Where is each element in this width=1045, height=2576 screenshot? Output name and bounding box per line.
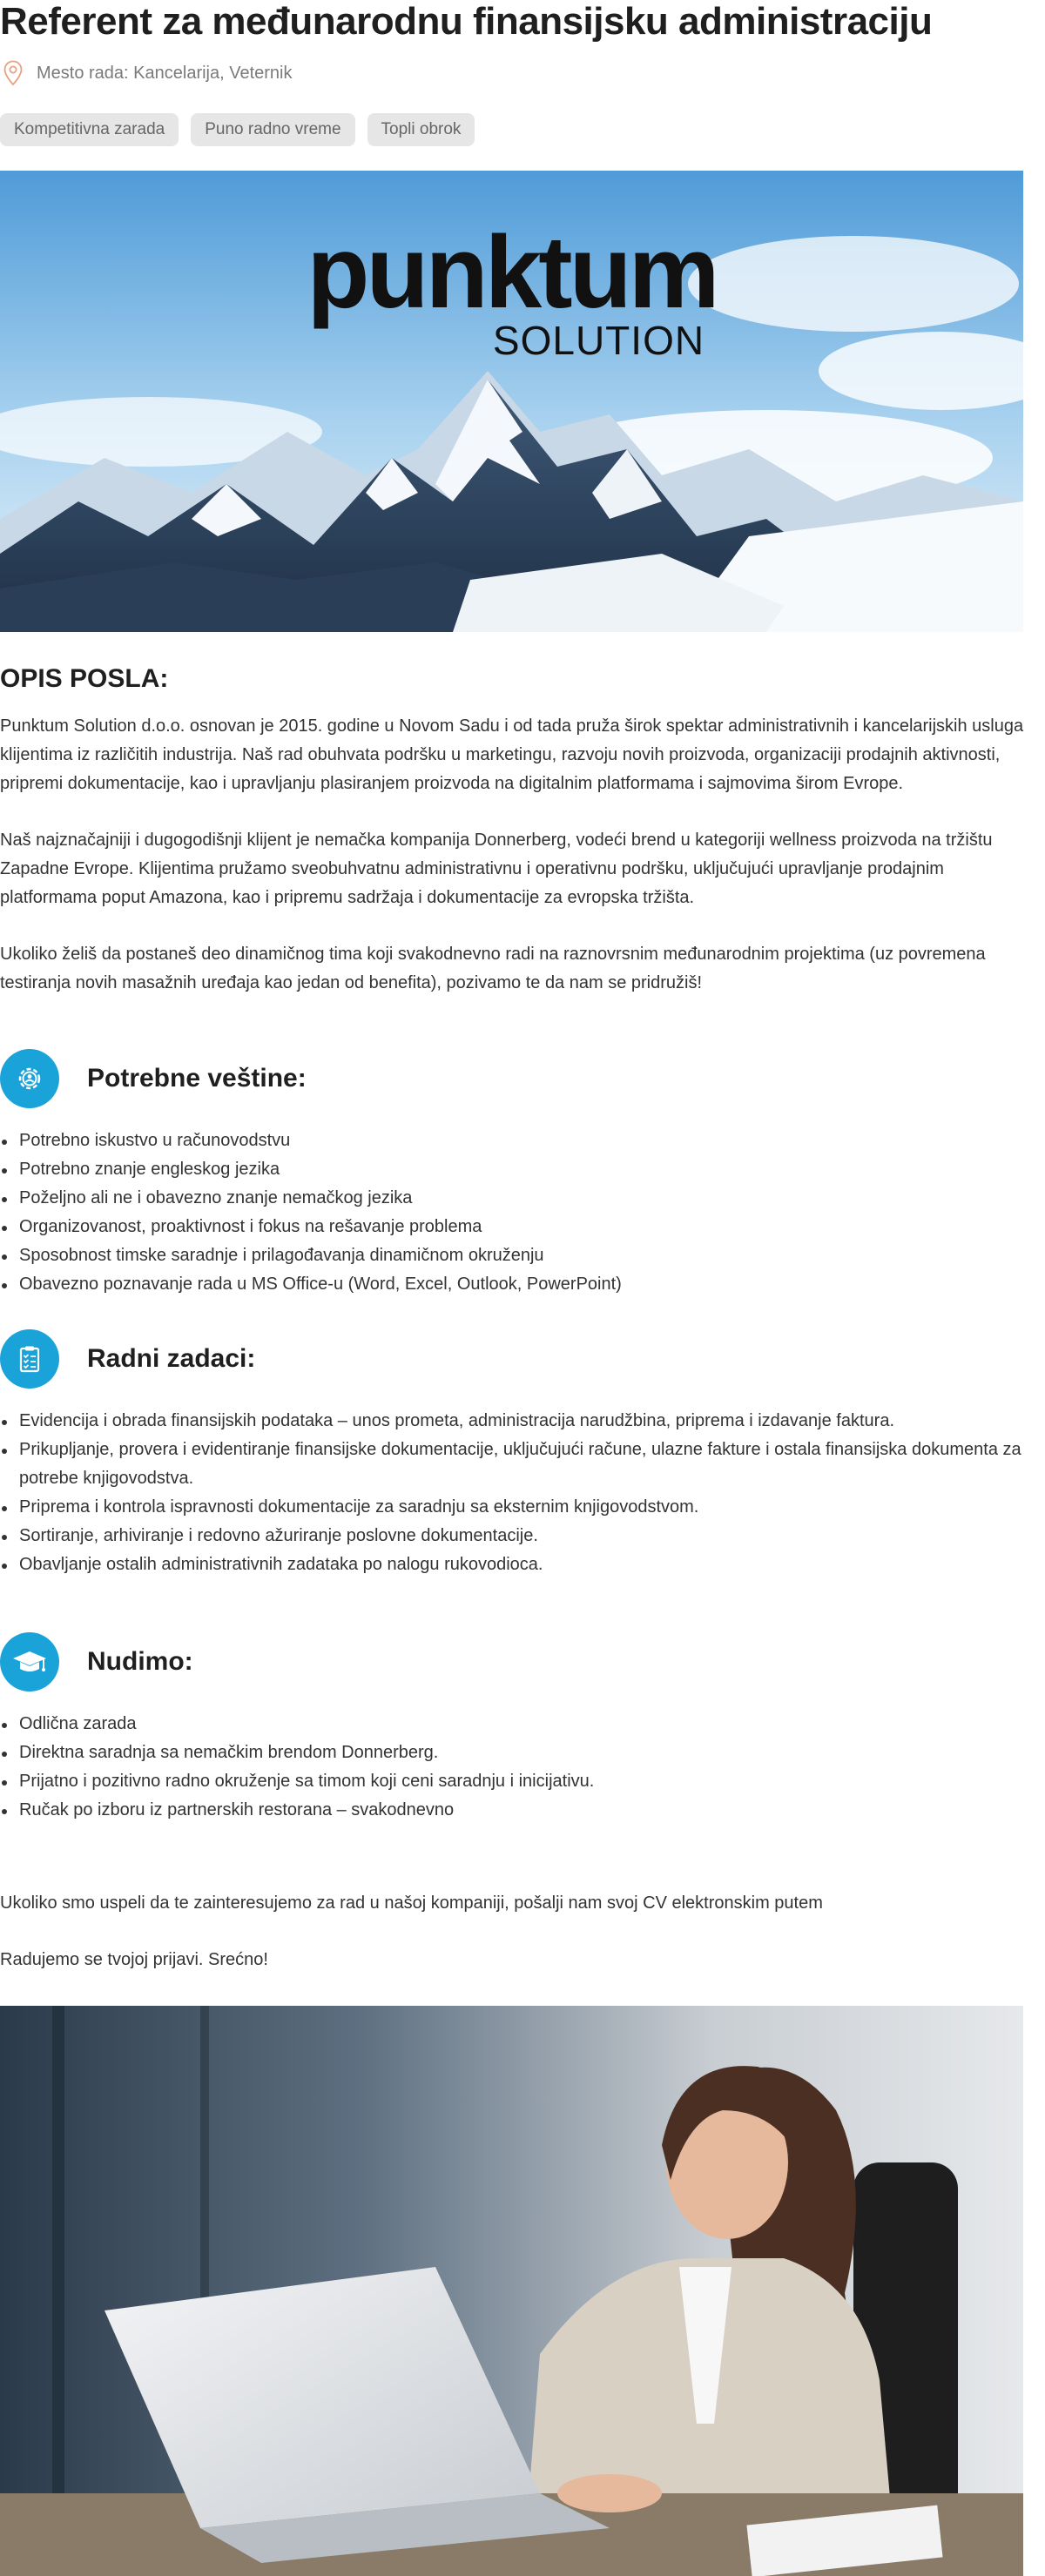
good-luck-message: Radujemo se tvojoj prijavi. Srećno! <box>0 1950 268 1969</box>
tasks-list <box>0 1407 1042 1579</box>
apply-instructions: Ukoliko smo uspeli da te zainteresujemo za rad u našoj kompaniji, pošalji nam svoj CV elektronskim putem <box>0 1893 823 1913</box>
tag-salary[interactable]: Kompetitivna zarada <box>0 113 179 146</box>
list-item: Evidencija i obrada finansijskih podataka – unos prometa, administracija narudžbina, priprema i izdavanje faktura. <box>0 1407 1042 1436</box>
job-location <box>3 56 293 91</box>
tasks-title: Radni zadaci: <box>87 1344 256 1373</box>
description-paragraph: Punktum Solution d.o.o. osnovan je 2015. godine u Novom Sadu i od tada pruža širok spektar administrativnih i kancelarijskih usluga klijentima iz različitih industrija. Naš rad obuhvata podršku u marketingu, razvoju novih proizvoda, organizaciji prodajnih aktivnosti, pripremi dokumentacije, kao i upravljanju plasiranjem proizvoda na digitalnim platformama i sajmovima širom Evrope. <box>0 716 1024 793</box>
skills-header <box>0 1048 1042 1109</box>
clipboard-checklist-icon <box>0 1329 59 1389</box>
graduation-cap-icon <box>0 1632 59 1692</box>
offer-section <box>0 1631 1042 1825</box>
offer-list <box>0 1710 1042 1825</box>
job-location-text: Mesto rada: Kancelarija, Veternik <box>37 63 293 83</box>
list-item: Odlična zarada <box>0 1710 1042 1739</box>
offer-header <box>0 1631 1042 1692</box>
company-banner <box>0 171 1023 632</box>
job-description <box>0 712 1042 1026</box>
list-item: Sortiranje, arhiviranje i redovno ažuriranje poslovne dokumentacije. <box>0 1522 1042 1550</box>
list-item: Potrebno znanje engleskog jezika <box>0 1155 1042 1184</box>
tasks-header <box>0 1328 1042 1389</box>
skills-section <box>0 1048 1042 1299</box>
skills-list <box>0 1127 1042 1299</box>
list-item: Ručak po izboru iz partnerskih restorana – svakodnevno <box>0 1796 1042 1825</box>
list-item: Sposobnost timske saradnje i prilagođavanja dinamičnom okruženju <box>0 1241 1042 1270</box>
description-heading: OPIS POSLA: <box>0 664 169 693</box>
description-paragraph: Ukoliko želiš da postaneš deo dinamičnog tima koji svakodnevno radi na raznovrsnim međunarodnim projektima (uz povremena testiranja novih masažnih uređaja kao jedan od benefita), pozivamo te da nam se pridružiš! <box>0 945 986 992</box>
tag-full-time[interactable]: Puno radno vreme <box>191 113 354 146</box>
list-item: Poželjno ali ne i obavezno znanje nemačkog jezika <box>0 1184 1042 1213</box>
job-title: Referent za međunarodnu finansijsku administraciju <box>0 0 933 43</box>
tag-hot-meal[interactable]: Topli obrok <box>367 113 475 146</box>
office-photo <box>0 2006 1023 2576</box>
woman-with-laptop-image <box>0 2006 1023 2576</box>
list-item: Priprema i kontrola ispravnosti dokumentacije za saradnju sa eksternim knjigovodstvom. <box>0 1493 1042 1522</box>
company-logo-subtitle: SOLUTION <box>492 318 705 363</box>
tasks-section <box>0 1328 1042 1579</box>
gear-person-icon <box>0 1049 59 1108</box>
company-logo-word: punktum <box>307 215 717 330</box>
offer-title: Nudimo: <box>87 1647 193 1676</box>
company-logo <box>0 215 1023 363</box>
list-item: Obavljanje ostalih administrativnih zadataka po nalogu rukovodioca. <box>0 1550 1042 1579</box>
list-item: Prikupljanje, provera i evidentiranje finansijske dokumentacije, uključujući račune, ulazne fakture i ostala finansijska dokumenta za potrebe knjigovodstva. <box>0 1436 1042 1493</box>
list-item: Obavezno poznavanje rada u MS Office-u (Word, Excel, Outlook, PowerPoint) <box>0 1270 1042 1299</box>
list-item: Potrebno iskustvo u računovodstvu <box>0 1127 1042 1155</box>
list-item: Direktna saradnja sa nemačkim brendom Donnerberg. <box>0 1739 1042 1767</box>
closing-text <box>0 1889 1042 2002</box>
description-paragraph: Naš najznačajniji i dugogodišnji klijent je nemačka kompanija Donnerberg, vodeći brend u kategoriji wellness proizvoda na tržištu Zapadne Evrope. Klijentima pružamo sveobuhvatnu administrativnu i operativnu podršku, uključujući upravljanje prodajnim platformama poput Amazona, kao i pripremu sadržaja i dokumentacije za evropska tržišta. <box>0 831 993 907</box>
list-item: Organizovanost, proaktivnost i fokus na rešavanje problema <box>0 1213 1042 1241</box>
list-item: Prijatno i pozitivno radno okruženje sa timom koji ceni saradnju i inicijativu. <box>0 1767 1042 1796</box>
skills-title: Potrebne veštine: <box>87 1064 307 1093</box>
location-pin-icon <box>3 60 23 86</box>
job-tags <box>0 113 475 146</box>
